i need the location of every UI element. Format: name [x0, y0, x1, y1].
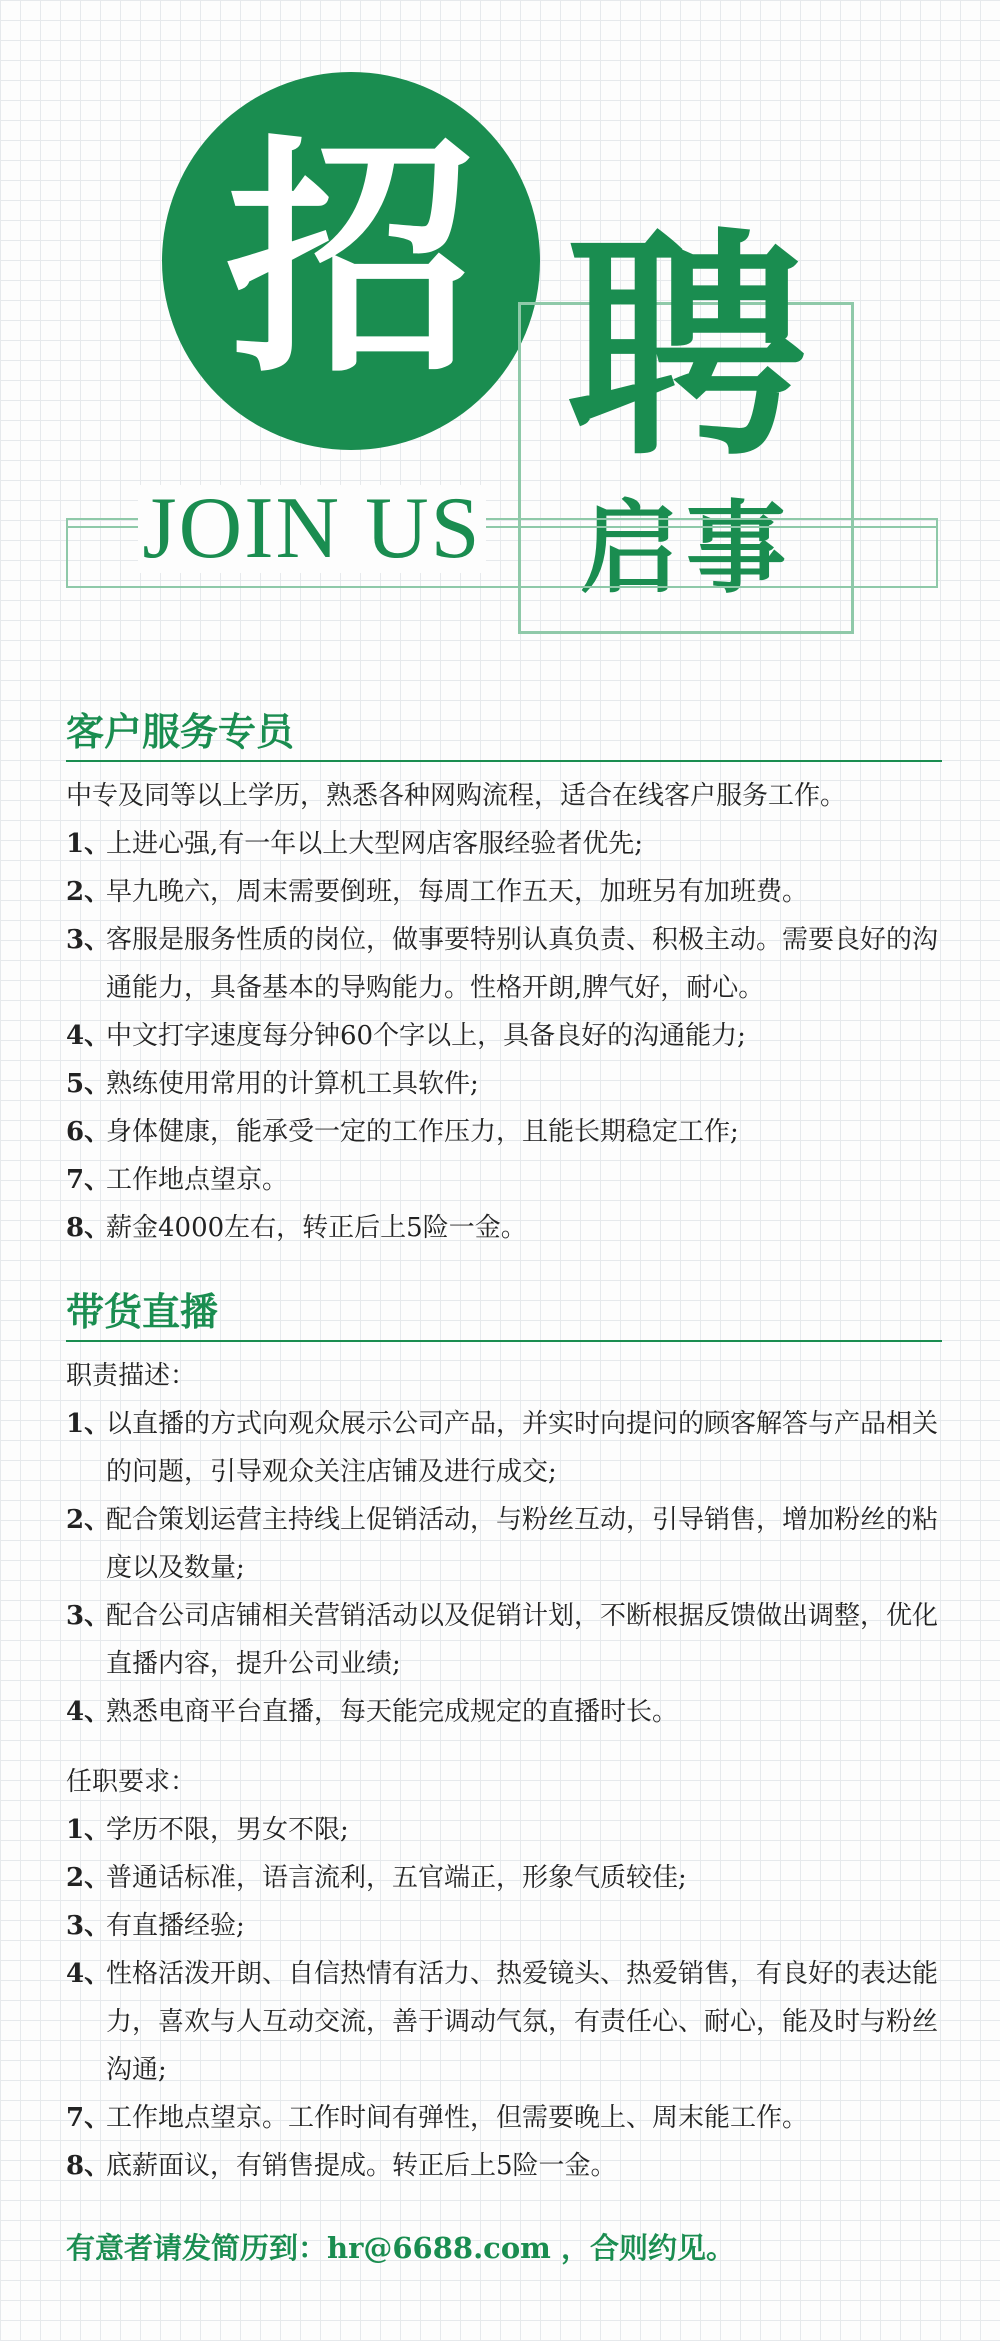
list-item-number: 5、 — [66, 1069, 111, 1099]
list-item — [66, 916, 956, 1012]
list-item-text: 熟练使用常用的计算机工具软件; — [106, 1069, 479, 1099]
list-item-text: 性格活泼开朗、自信热情有活力、热爱镜头、热爱销售，有良好的表达能力，喜欢与人互动交流，善于调动气氛，有责任心、耐心，能及时与粉丝沟通; — [106, 1959, 939, 2085]
join-us-text — [132, 480, 492, 577]
list-item — [66, 1400, 956, 1496]
list-item-number: 1、 — [66, 1815, 111, 1845]
list-item-number: 2、 — [66, 1505, 111, 1535]
poster-header — [0, 0, 1000, 680]
list-item-text: 配合公司店铺相关营销活动以及促销计划，不断根据反馈做出调整，优化直播内容，提升公司业绩; — [106, 1601, 939, 1679]
list-item-number: 8、 — [66, 2151, 111, 2181]
title-char-pin: 聘 — [565, 208, 806, 488]
list-item-number: 3、 — [66, 1911, 111, 1941]
list-item-number: 4、 — [66, 1697, 111, 1727]
list-item-number: 3、 — [66, 1601, 111, 1631]
list-item-text: 早九晚六，周末需要倒班，每周工作五天，加班另有加班费。 — [106, 877, 809, 907]
duties-list — [66, 1400, 956, 1736]
list-item — [66, 1950, 956, 2094]
join-us-label: JOIN US — [138, 485, 485, 573]
list-item — [66, 1496, 956, 1592]
list-item-number: 3、 — [66, 925, 111, 955]
requirements-list — [66, 1806, 956, 2190]
list-item-text: 工作地点望京。 — [106, 1165, 289, 1195]
list-item-text: 客服是服务性质的岗位，做事要特别认真负责、积极主动。需要良好的沟通能力，具备基本的导购能力。性格开朗,脾气好，耐心。 — [106, 925, 939, 1003]
list-item-text: 底薪面议，有销售提成。转正后上5险一金。 — [106, 2151, 617, 2181]
list-item — [66, 1012, 956, 1060]
list-item-number: 1、 — [66, 829, 111, 859]
requirement-list — [66, 820, 956, 1252]
list-item — [66, 1688, 956, 1736]
list-item — [66, 1854, 956, 1902]
list-item — [66, 868, 956, 916]
list-item-number: 6、 — [66, 1117, 111, 1147]
list-item — [66, 1592, 956, 1688]
list-item-number: 2、 — [66, 1863, 111, 1893]
list-item-text: 工作地点望京。工作时间有弹性，但需要晚上、周末能工作。 — [106, 2103, 809, 2133]
list-item-number: 7、 — [66, 2103, 111, 2133]
list-item-text: 配合策划运营主持线上促销活动，与粉丝互动，引导销售，增加粉丝的粘度以及数量; — [106, 1505, 939, 1583]
list-item — [66, 2094, 956, 2142]
list-item-number: 4、 — [66, 1959, 111, 1989]
list-item — [66, 820, 956, 868]
requirements-label: 任职要求： — [66, 1767, 197, 1797]
list-item-text: 熟悉电商平台直播，每天能完成规定的直播时长。 — [106, 1697, 679, 1727]
list-item-text: 学历不限，男女不限; — [106, 1815, 349, 1845]
list-item — [66, 1108, 956, 1156]
list-item-text: 普通话标准，语言流利，五官端正，形象气质较佳; — [106, 1863, 687, 1893]
list-item — [66, 1060, 956, 1108]
list-item-number: 1、 — [66, 1409, 111, 1439]
list-item-text: 以直播的方式向观众展示公司产品，并实时向提问的顾客解答与产品相关的问题，引导观众关注店铺及进行成交; — [106, 1409, 939, 1487]
list-item-text: 薪金4000左右，转正后上5险一金。 — [106, 1213, 527, 1243]
list-item-text: 上进心强,有一年以上大型网店客服经验者优先; — [106, 829, 644, 859]
list-item — [66, 1204, 956, 1252]
list-item — [66, 2142, 956, 2190]
contact-line: 有意者请发简历到：hr@6688.com ，合则约见。 — [66, 2231, 735, 2265]
section-intro: 中专及同等以上学历，熟悉各种网购流程，适合在线客户服务工作。 — [66, 781, 847, 811]
list-item-number: 8、 — [66, 1213, 111, 1243]
section-customer-service-body — [66, 772, 956, 1252]
section-title-livestream: 带货直播 — [66, 1288, 942, 1342]
list-item — [66, 1806, 956, 1854]
list-item-number: 7、 — [66, 1165, 111, 1195]
section-title-customer-service: 客户服务专员 — [66, 708, 942, 762]
list-item-text: 身体健康，能承受一定的工作压力，且能长期稳定工作; — [106, 1117, 739, 1147]
title-subtitle: 启事 — [580, 490, 792, 607]
list-item-text: 有直播经验; — [106, 1911, 245, 1941]
list-item — [66, 1156, 956, 1204]
duties-label: 职责描述： — [66, 1361, 197, 1391]
list-item-text: 中文打字速度每分钟60个字以上，具备良好的沟通能力; — [106, 1021, 746, 1051]
list-item-number: 2、 — [66, 877, 111, 907]
list-item-number: 4、 — [66, 1021, 111, 1051]
section-livestream-body — [66, 1352, 956, 2190]
list-item — [66, 1902, 956, 1950]
title-char-zhao: 招 — [226, 115, 476, 406]
